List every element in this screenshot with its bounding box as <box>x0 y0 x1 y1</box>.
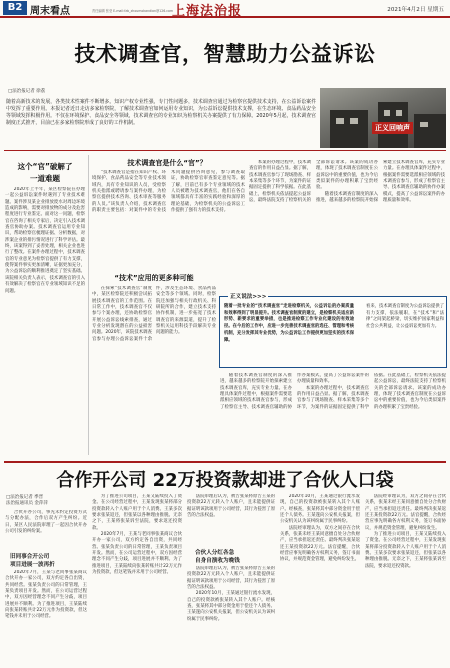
page-number: B2 <box>3 1 27 15</box>
subhead-middle: 技术调查官是什么“官”？ <box>127 159 207 167</box>
bottom-byline-b: 法治报通讯员 金萍萍 <box>6 501 48 506</box>
newspaper-logo: 上海法治报 <box>172 4 243 19</box>
section-title: 周末看点 <box>30 6 70 17</box>
byline: □法治报记者 徐荔 <box>8 89 46 94</box>
bottom-col-4: 2020年10月，王某通过银行流水发现，自己的投资款被张某转入其个人账户。经核查，张某将其中部分资金用于偿还个人债务。王某遂向公安机关报案，但公安机关认为该纠纷属于民事纠纷。 法院经审理认为，双方之间存在合伙关系，张某未经王某同意擅自处分合伙财产，应当承担返还责任。最终判决张某返还王某投资款22万元。法官提醒，合伙经营应事先明确各方权利义务，签订书面协议，并规范资金管理，避免纠纷发生。 <box>280 494 360 563</box>
bottom-col-5: 法院经审理认为，双方之间存在合伙关系，张某未经王某同意擅自处分合伙财产，应当承担返还责任。最终判决张某返还王某投资款22万元。法官提醒，合伙经营应事先明确各方权利义务，签订书面协议，并规范资金管理，避免纠纷发生。 为了推进公司项目，王某又陆续投入了资金。在公司经营过程中，王某发现张某将部分投资款转入个人账户用于个人消费。王某多次要求张某返还，但张某以各种理由推脱。无奈之下，王某将张某诉至法院，要求返还投资款。 <box>365 494 446 569</box>
bottom-byline-a: □法治报记者 季晋 <box>6 495 44 500</box>
subhead-left-2: 一道难题 <box>30 174 60 183</box>
bottom-lead: 合伙开办公司，事先未约定投资方式与分配办法，合作后双方产生纠纷。近日，某区人民法院审理了一起因合伙开办公司引发的纠纷案。 <box>5 510 87 535</box>
bottom-col-3b: 法院审理后认为，被告张某将原告王某的投资款22万元转入个人账户，且未能提供证据证明该款项用于公司经营，其行为侵害了原告的合法权益。 2020年10月，王某通过银行流水发现，自己的投资款被张某转入其个人账户。经核查，张某将其中部分资金用于偿还个人债务。王某遂向公安机关报案，但公安机关认为该纠纷属于民事纠纷。 <box>187 566 275 622</box>
bottom-sub2b: 自身自演收为晚钱 <box>195 558 240 564</box>
issue-date: 2021年4月2日 星期五 <box>387 7 444 13</box>
right-lower-column: 随着技术调查官制度的深入推进，越来越多的检察院开始探索建立技术调查官库，充实专业力量。在办理具体案件过程中，根据案件需要选派相应领域的技术调查官参与，形成了检察官主导、技术调查官辅助的协作办案模式，提高了公益诉讼案件的办理质量和效率。 本案的办理过程中，技术调查官的作用日益凸显。据了解，技术调查官参与了现场勘查、样本采集等多个环节，为案件的证据固定提供了科学依据。在此基础上，检察机关依法提起公益诉讼，最终法院支持了检察机关的全部诉讼请求。该案的成功办理，体现了技术调查官制度在公益诉讼中的重要价值，也为今后类似案件的办理积累了宝贵经验。 <box>220 373 446 410</box>
right-column: 本案的办理过程中，技术调查官的作用日益凸显。据了解，技术调查官参与了现场勘查、样本采集等多个环节，为案件的证据固定提供了科学依据。在此基础上，检察机关依法提起公益诉讼，最终法院支持了检察机关的全部诉讼请求。该案的成功办理，体现了技术调查官制度在公益诉讼中的重要价值，也为今后类似案件的办理积累了宝贵经验。 随着技术调查官制度的深入推进，越来越多的检察院开始探索建立技术调查官库，充实专业力量。在办理具体案件过程中，根据案件需要选派相应领域的技术调查官参与，形成了检察官主导、技术调查官辅助的协作办案模式，提高了公益诉讼案件的办理质量和效率。 <box>249 160 445 204</box>
subhead-practice: “技术”应用的更多种可能 <box>114 274 194 282</box>
bottom-col-3a: 法院审理后认为，被告张某将原告王某的投资款22万元转入个人账户，且未能提供证据证明该款项用于公司经营，其行为侵害了原告的合法权益。 <box>187 494 275 519</box>
article-photo <box>320 88 446 148</box>
masthead <box>0 0 450 18</box>
photo-tag: 正义回响声 <box>372 122 413 134</box>
lead-paragraph: 随着高新技术的发展，各类技术性案件不断增多。知识产权专业性强，专门性问题多，技术调查官通过为检察官提供技术支持，在公益诉讼案件中发挥了重要作用。本报记者近日走访多家检察院，了解技术调查官如何运用专业知识，为公益诉讼提供技术支撑，在生态环境、食品药品安全等领域发挥积极作用。不仅在环境保护、食品安全等领域，技术调查官的专业知识为检察机关办案提供了有力保障。2020年5月起，技术调查官制度正式推开，目前已在多家检察院形成了良好的工作机制。 <box>6 99 316 126</box>
bottom-sub2: 合伙人分红各急 <box>195 550 235 556</box>
commentary-note: 看来，技术调查官制度为公益诉讼提供了有力支撑，依法履职，在“技术”和“法律”之间架起桥梁，切实维护国家利益和社会公共利益，让公益诉讼更加有力。 <box>366 304 444 330</box>
main-headline: 技术调查官，智慧助力公益诉讼 <box>74 42 376 66</box>
commentary-title: 正义说法>>> <box>230 294 267 300</box>
practice-column: 在探索“技术调查官”制度中，某区检察院还积极尝试拓展技术调查官的工作范围。在日常工作中，技术调查官不仅参与个案办理，还协助检察官开展公益诉讼线索排查，通过专业分析发现潜在的公益损害问题。2020年，该院技术调查官参与办理公益诉讼案件十余件，涉及生态环境、食品药品安全等多个领域。同时，检察院还加强与相关行政机关、科研院所的合作，建立技术支持协作机制，进一步拓宽了技术调查官的来源渠道，提升了检察机关运用科技手段解决专业问题的能力。 <box>92 286 216 342</box>
commentary-text: 随着一批专业的“技术调查官”走进检察机关，公益诉讼的办案质量和效率得到了明显提升。技术调查官制度的建立，是检察机关适应新形势、新要求的重要举措，也是推进检察工作专业化建设的有效途径。在今后的工作中，应进一步完善技术调查官的选任、管理和考核机制，充分发挥其专业优势，为公益诉讼工作提供更加坚实的技术保障。 <box>224 304 354 343</box>
commentary-box <box>219 296 447 368</box>
bottom-sub1b: 项目进展一波再折 <box>10 562 55 568</box>
editor-info: 责任编辑 张莹 E-mail:fzb_zhoumokandian@126.com <box>92 9 174 13</box>
bottom-col-1: 2020年7月，王某与老同事张某商议合伙开办一家公司，双方约定各自出资，共同经营。张某负责公司的日常管理，王某负责项目开发。然而，在公司运营过程中，双方因经营理念不同产生分歧，项目进展并不顺利。为了推进项目，王某陆续向张某转账共计22万元作为投资款，但这笔钱并未用于公司经营。 <box>5 570 87 620</box>
middle-column: “技术调查官是指在知识产权、环境保护、食品药品安全等专业技术领域内，具有专业知识的人员，受检察机关指派或聘请参与案件办理，为检察官提供技术咨询、技术审查等服务的人员。”该负责人介绍，技术调查官的职责主要包括：对案件中的专业技术问题提供咨询意见，参与调查取证，协助检察官审查鉴定意见等。据了解，目前已有多个专业领域的技术人员被聘为技术调查官，他们在各自领域都具有丰富的实践经验和深厚的理论基础，为检察机关的公益诉讼工作提供了强有力的技术支持。 <box>92 170 245 214</box>
bottom-headline: 合作开公司 22万投资款却进了合伙人口袋 <box>56 470 394 491</box>
bottom-sub1: 旧同事合开公司 <box>10 554 50 560</box>
bottom-col-2: 为了推进公司项目，王某又陆续投入了资金。在公司经营过程中，王某发现张某将部分投资款转入个人账户用于个人消费。王某多次要求张某返还，但张某以各种理由推脱。无奈之下，王某将张某诉至法院，要求返还投资款。 2020年7月，王某与老同事张某商议合伙开办一家公司，双方约定各自出资，共同经营。张某负责公司的日常管理，王某负责项目开发。然而，在公司运营过程中，双方因经营理念不同产生分歧，项目进展并不顺利。为了推进项目，王某陆续向张某转账共计22万元作为投资款，但这笔钱并未用于公司经营。 <box>92 494 182 576</box>
left-column: 2020年上半年，某区检察院在办理一起公益诉讼案件时遇到了专业技术难题。案件涉及某企业排放废水对周边环境造成的影响，需要对排放物的成分及危害程度进行专业鉴定。面对这一问题，检察官在咨询了相关专家后，决定引入技术调查官协助办案。技术调查官运用专业知识，帮助检察官梳理证据、分析数据，对涉案企业的排污情况进行了科学评估。最终，该案得到了妥善处理，相关企业也进行了整改。在案件办理过程中，技术调查官的专业意见为检察官提供了有力支撑，使得案件事实更加清晰，证据更加充分，为公益诉讼的顺利推进奠定了坚实基础。该院相关负责人表示，技术调查官的引入有效解决了检察官在专业领域知识不足的问题。 <box>5 187 85 294</box>
subhead-left: 这个“官”破解了 <box>17 162 73 171</box>
